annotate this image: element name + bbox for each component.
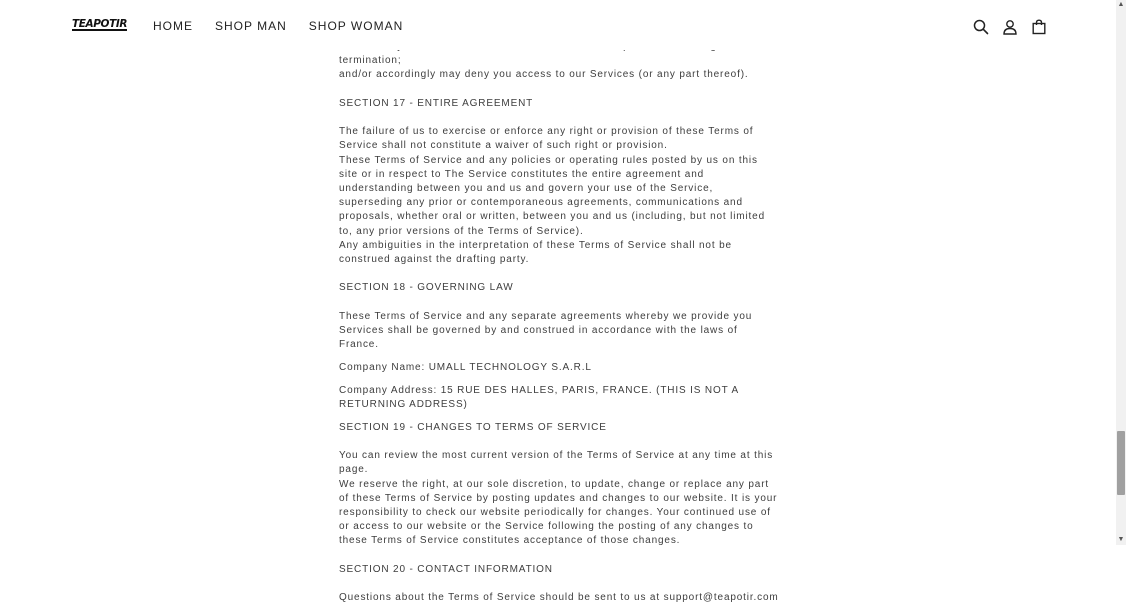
section-17-paragraph-3: Any ambiguities in the interpretation of these Terms of Service shall not be construed against the drafting party. bbox=[339, 239, 732, 266]
section-19-paragraph-1: You can review the most current version of the Terms of Service at any time at this page. bbox=[339, 450, 774, 476]
scroll-up-arrow-icon[interactable]: ▲ bbox=[1117, 1, 1125, 8]
nav-shop-man[interactable]: SHOP MAN bbox=[215, 19, 287, 33]
account-icon[interactable] bbox=[1002, 19, 1018, 35]
site-header bbox=[0, 0, 1116, 50]
section-19-heading: SECTION 19 - CHANGES TO TERMS OF SERVICE bbox=[339, 421, 607, 433]
section-19-paragraph-2: We reserve the right, at our sole discretion, to update, change or replace any part of these Terms of Service by posting updates and changes to our website. It is your responsibility to check our website periodically for changes. Your continued use of or access to our website or the Service following the posting of any changes to these Terms of Service constitutes acceptance of those changes. bbox=[339, 478, 778, 547]
search-icon[interactable] bbox=[973, 19, 989, 35]
page-scrollbar[interactable] bbox=[1116, 0, 1126, 545]
section-17-paragraph-1: The failure of us to exercise or enforce any right or provision of these Terms of Service shall not constitute a waiver of such right or provision. bbox=[339, 126, 754, 152]
company-address: Company Address: 15 RUE DES HALLES, PARIS, FRANCE. (THIS IS NOT A RETURNING ADDRESS) bbox=[339, 384, 739, 410]
cart-icon[interactable] bbox=[1031, 19, 1047, 35]
scrollbar-thumb[interactable] bbox=[1117, 431, 1125, 495]
section-17-paragraph-2: These Terms of Service and any policies or operating rules posted by us on this site or in respect to The Service constitutes the entire agreement and understanding between you and us and govern your use of the Service, superseding any prior or contemporaneous agreements, communications and proposals, whether oral or written, between you and us (including, but not limited to, any prior versions of the Terms of Service). bbox=[339, 154, 766, 237]
terms-content bbox=[339, 40, 779, 605]
section-20-paragraph-1: Questions about the Terms of Service should be sent to us at support@teapotir.com bbox=[339, 592, 779, 604]
logo[interactable]: TEAPOTIR bbox=[72, 18, 128, 30]
company-name: Company Name: UMALL TECHNOLOGY S.A.R.L bbox=[339, 362, 592, 373]
header-icons bbox=[973, 19, 1047, 35]
intro-line-2: and/or accordingly may deny you access to our Services (or any part thereof). bbox=[339, 69, 749, 81]
main-nav bbox=[153, 19, 403, 33]
section-17-heading: SECTION 17 - ENTIRE AGREEMENT bbox=[339, 97, 534, 109]
section-20-heading: SECTION 20 - CONTACT INFORMATION bbox=[339, 563, 553, 575]
section-18-heading: SECTION 18 - GOVERNING LAW bbox=[339, 282, 514, 294]
section-18-paragraph-1: These Terms of Service and any separate agreements whereby we provide you Services shall be governed by and construed in accordance with the laws of France. bbox=[339, 310, 753, 351]
intro-line-1: termination; bbox=[339, 55, 402, 67]
scroll-down-arrow-icon[interactable]: ▼ bbox=[1117, 536, 1125, 543]
nav-shop-woman[interactable]: SHOP WOMAN bbox=[308, 19, 404, 33]
nav-home[interactable]: HOME bbox=[153, 19, 193, 33]
